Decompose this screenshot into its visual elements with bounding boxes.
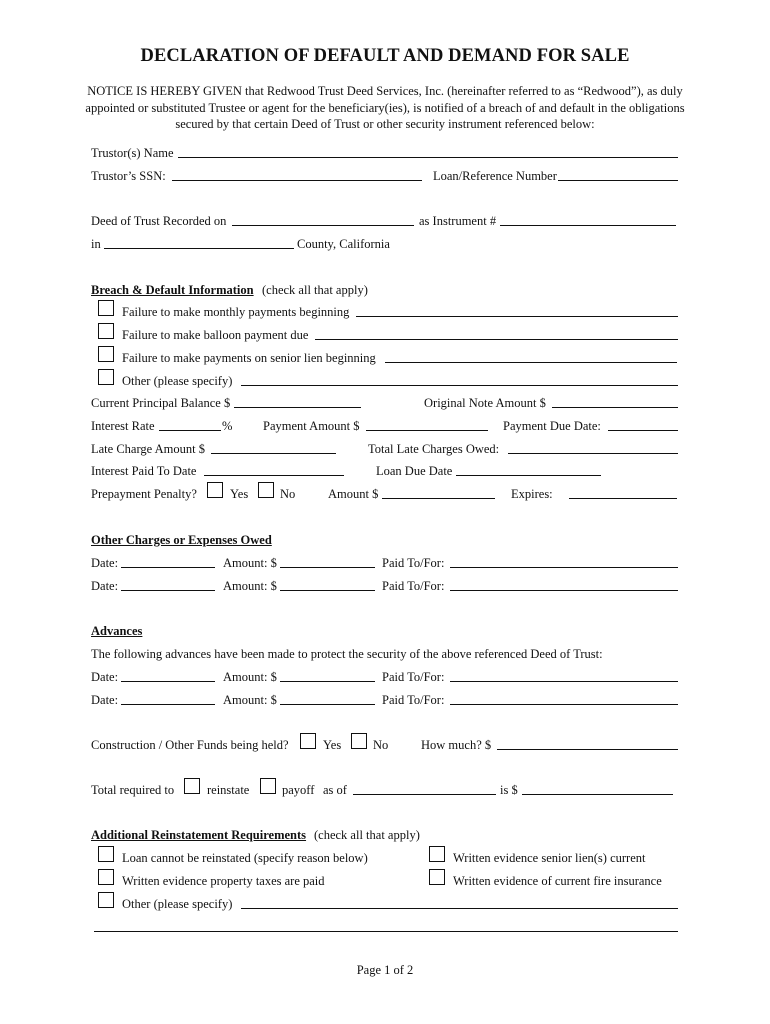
reinstatement-checkbox-senior-lien[interactable] (429, 846, 445, 862)
total-is-label: is $ (500, 783, 518, 797)
other-charges-date-label-1: Date: (91, 556, 119, 570)
advances-date-label-1: Date: (91, 670, 119, 684)
construction-no-checkbox[interactable] (351, 733, 367, 749)
reinstatement-item-taxes: Written evidence property taxes are paid (122, 874, 325, 888)
trustor-ssn-field[interactable] (172, 180, 422, 181)
total-required-label: Total required to (91, 783, 175, 797)
other-charges-date-field-2[interactable] (121, 590, 215, 591)
other-charges-paid-field-1[interactable] (450, 567, 678, 568)
deed-recorded-label: Deed of Trust Recorded on (91, 214, 227, 228)
prepayment-no-checkbox[interactable] (258, 482, 274, 498)
advances-paid-label-1: Paid To/For: (382, 670, 445, 684)
reinstatement-checkbox-other[interactable] (98, 892, 114, 908)
current-principal-label: Current Principal Balance $ (91, 396, 231, 410)
other-charges-amount-field-2[interactable] (280, 590, 375, 591)
advances-date-field-2[interactable] (121, 704, 215, 705)
reinstatement-checkbox-fire-insurance[interactable] (429, 869, 445, 885)
payment-amount-label: Payment Amount $ (263, 419, 360, 433)
breach-balloon-field[interactable] (315, 339, 678, 340)
advances-amount-label-1: Amount: $ (223, 670, 277, 684)
advances-amount-label-2: Amount: $ (223, 693, 277, 707)
reinstatement-heading: Additional Reinstatement Requirements (91, 828, 307, 842)
interest-rate-percent: % (222, 419, 233, 433)
prepayment-amount-label: Amount $ (328, 487, 379, 501)
advances-date-label-2: Date: (91, 693, 119, 707)
reinstatement-other-field[interactable] (241, 908, 678, 909)
expires-label: Expires: (511, 487, 553, 501)
advances-date-field-1[interactable] (121, 681, 215, 682)
document-title: DECLARATION OF DEFAULT AND DEMAND FOR SALE (140, 46, 630, 66)
advances-amount-field-1[interactable] (280, 681, 375, 682)
construction-yes-checkbox[interactable] (300, 733, 316, 749)
reinstatement-item-senior-lien: Written evidence senior lien(s) current (453, 851, 646, 865)
expires-field[interactable] (569, 498, 677, 499)
advances-paid-field-2[interactable] (450, 704, 678, 705)
original-note-label: Original Note Amount $ (424, 396, 546, 410)
late-charge-field[interactable] (211, 453, 336, 454)
other-charges-amount-label-1: Amount: $ (223, 556, 277, 570)
reinstatement-item-fire-insurance: Written evidence of current fire insurance (453, 874, 662, 888)
reinstate-checkbox[interactable] (184, 778, 200, 794)
reinstatement-item-other: Other (please specify) (122, 897, 233, 911)
trustor-ssn-label: Trustor’s SSN: (91, 169, 166, 183)
loan-due-label: Loan Due Date (376, 464, 453, 478)
loan-due-field[interactable] (456, 475, 601, 476)
breach-checkbox-balloon[interactable] (98, 323, 114, 339)
other-charges-amount-label-2: Amount: $ (223, 579, 277, 593)
other-charges-date-label-2: Date: (91, 579, 119, 593)
as-of-label: as of (323, 783, 347, 797)
prepayment-yes-checkbox[interactable] (207, 482, 223, 498)
prepayment-no-label: No (280, 487, 296, 501)
payment-amount-field[interactable] (366, 430, 488, 431)
payment-due-label: Payment Due Date: (503, 419, 601, 433)
reinstatement-checkbox-cannot[interactable] (98, 846, 114, 862)
total-late-label: Total Late Charges Owed: (368, 442, 500, 456)
instrument-field[interactable] (500, 225, 676, 226)
deed-recorded-field[interactable] (232, 225, 414, 226)
breach-item-balloon: Failure to make balloon payment due (122, 328, 309, 342)
advances-heading: Advances (91, 624, 143, 638)
advances-amount-field-2[interactable] (280, 704, 375, 705)
trustor-name-field[interactable] (178, 157, 678, 158)
original-note-field[interactable] (552, 407, 678, 408)
reinstatement-item-cannot: Loan cannot be reinstated (specify reason below) (122, 851, 368, 865)
breach-other-field[interactable] (241, 385, 678, 386)
breach-item-monthly: Failure to make monthly payments beginning (122, 305, 350, 319)
interest-paid-label: Interest Paid To Date (91, 464, 197, 478)
advances-text: The following advances have been made to protect the security of the above referenced Deed of Trust: (91, 647, 603, 661)
breach-note: (check all that apply) (262, 283, 368, 297)
reinstate-label: reinstate (207, 783, 250, 797)
other-charges-amount-field-1[interactable] (280, 567, 375, 568)
current-principal-field[interactable] (234, 407, 361, 408)
payoff-checkbox[interactable] (260, 778, 276, 794)
county-label: County, California (297, 237, 390, 251)
breach-item-senior: Failure to make payments on senior lien beginning (122, 351, 376, 365)
prepayment-yes-label: Yes (230, 487, 249, 501)
construction-yes-label: Yes (323, 738, 342, 752)
how-much-label: How much? $ (421, 738, 492, 752)
loan-ref-label: Loan/Reference Number (433, 169, 557, 183)
as-of-field[interactable] (353, 794, 496, 795)
reinstatement-other-field-continued[interactable] (94, 931, 678, 932)
breach-monthly-field[interactable] (356, 316, 678, 317)
payoff-label: payoff (282, 783, 315, 797)
breach-checkbox-senior[interactable] (98, 346, 114, 362)
county-field[interactable] (104, 248, 294, 249)
other-charges-heading: Other Charges or Expenses Owed (91, 533, 272, 547)
prepayment-label: Prepayment Penalty? (91, 487, 197, 501)
interest-rate-label: Interest Rate (91, 419, 155, 433)
other-charges-paid-label-1: Paid To/For: (382, 556, 445, 570)
interest-paid-field[interactable] (204, 475, 344, 476)
reinstatement-note: (check all that apply) (314, 828, 420, 842)
county-in-label: in (91, 237, 101, 251)
loan-ref-field[interactable] (558, 180, 678, 181)
interest-rate-field[interactable] (159, 430, 221, 431)
advances-paid-field-1[interactable] (450, 681, 678, 682)
reinstatement-checkbox-taxes[interactable] (98, 869, 114, 885)
notice-paragraph: NOTICE IS HEREBY GIVEN that Redwood Trust Deed Services, Inc. (hereinafter referred to as “Redwood”), as duly appointed or substituted Trustee or agent for the beneficiary(ies), is notified of a breach of and default in the obligations secured by that certain Deed of Trust or other security instrument referenced below: (85, 84, 685, 131)
other-charges-date-field-1[interactable] (121, 567, 215, 568)
prepayment-amount-field[interactable] (382, 498, 495, 499)
construction-no-label: No (373, 738, 389, 752)
breach-heading: Breach & Default Information (91, 283, 254, 297)
how-much-field[interactable] (497, 749, 678, 750)
trustor-name-label: Trustor(s) Name (91, 146, 174, 160)
total-amount-field[interactable] (522, 794, 673, 795)
instrument-label: as Instrument # (419, 214, 497, 228)
total-late-field[interactable] (508, 453, 678, 454)
other-charges-paid-field-2[interactable] (450, 590, 678, 591)
breach-senior-field[interactable] (385, 362, 677, 363)
advances-paid-label-2: Paid To/For: (382, 693, 445, 707)
other-charges-paid-label-2: Paid To/For: (382, 579, 445, 593)
payment-due-field[interactable] (608, 430, 678, 431)
breach-item-other: Other (please specify) (122, 374, 233, 388)
construction-label: Construction / Other Funds being held? (91, 738, 289, 752)
late-charge-label: Late Charge Amount $ (91, 442, 205, 456)
breach-checkbox-other[interactable] (98, 369, 114, 385)
breach-checkbox-monthly[interactable] (98, 300, 114, 316)
page-number: Page 1 of 2 (356, 963, 414, 977)
